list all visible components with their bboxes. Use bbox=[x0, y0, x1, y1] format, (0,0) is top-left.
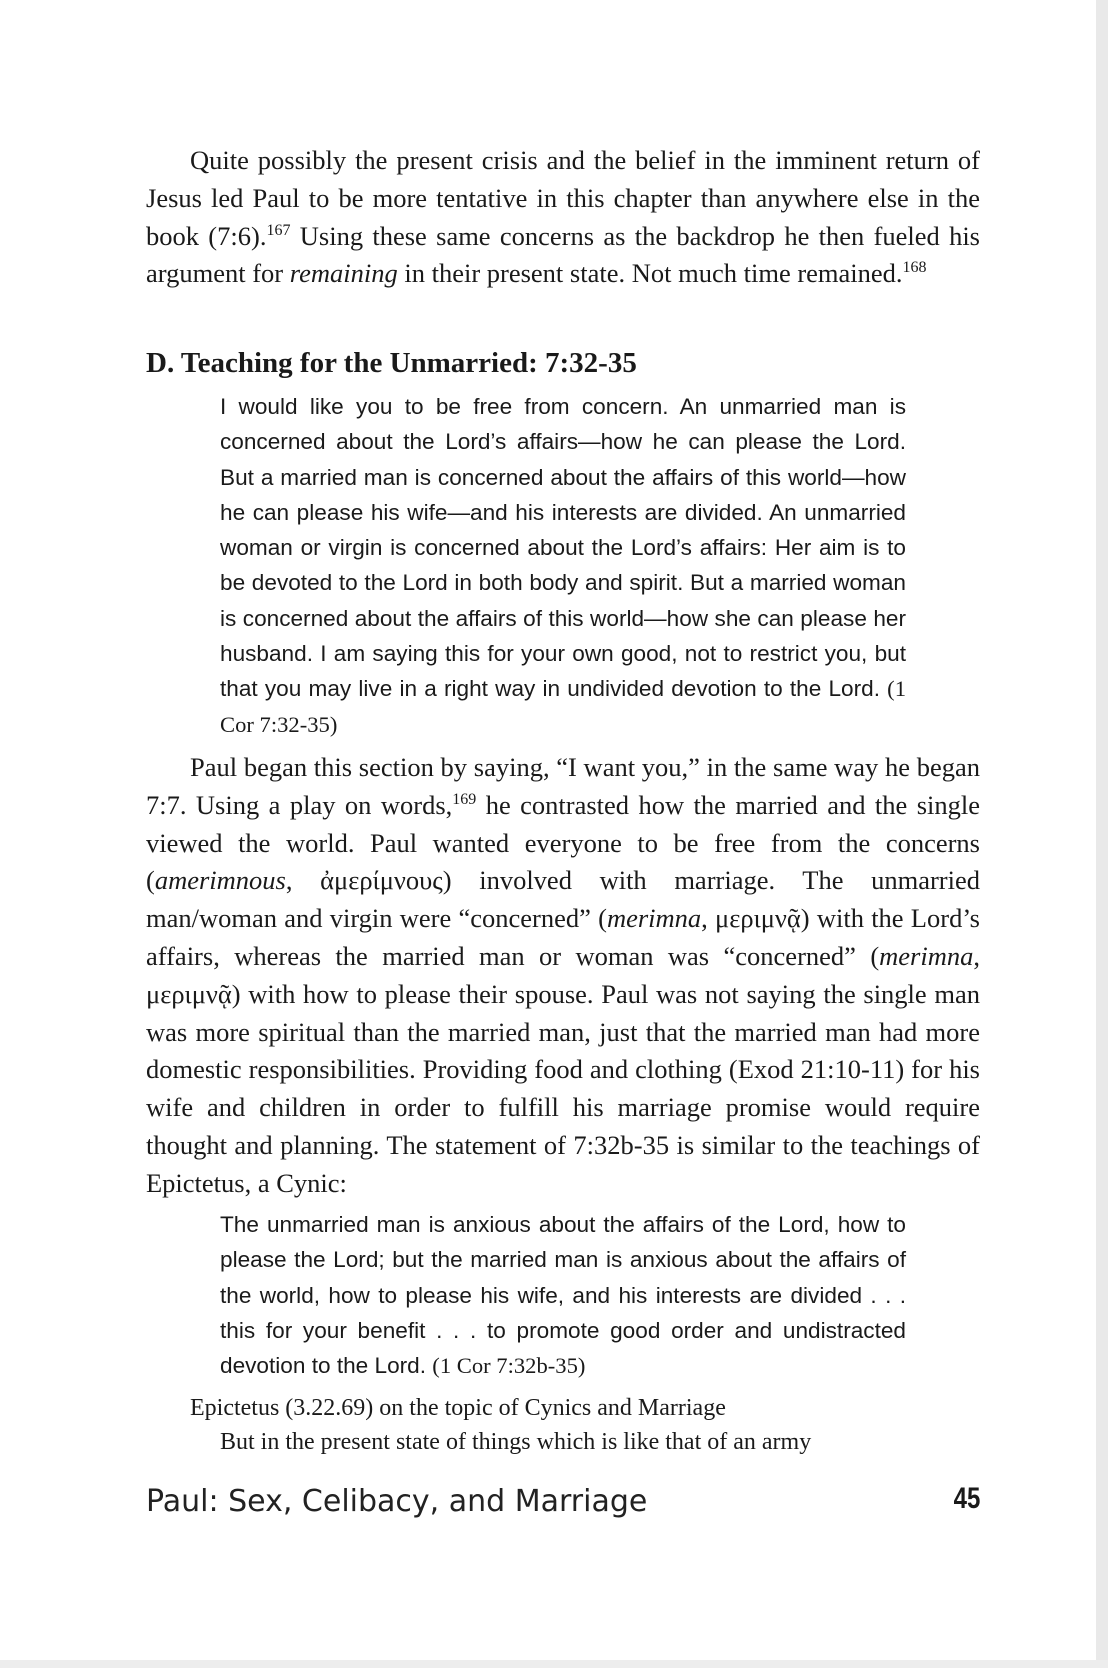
paragraph-text: Paul began this section by saying, “I want you,” in the same way he began 7:7. Using a play on words, bbox=[146, 752, 980, 820]
transliteration: merimna bbox=[879, 940, 974, 971]
running-footer-title: Paul: Sex, Celibacy, and Marriage bbox=[146, 1484, 648, 1519]
emphasis-text: remaining bbox=[289, 258, 398, 289]
body-paragraph-2 bbox=[146, 749, 980, 1203]
block-quote-2 bbox=[220, 1207, 906, 1383]
quote-text: I would like you to be free from concern. An unmarried man is concerned about the Lord’s affairs—how he can please the Lord. But a married man is concerned about the affairs of this world—how he can please his wife—and his interests are divided. An unmarried woman or virgin is concerned about the Lord’s affairs: Her aim is to be devoted to the Lord in both body and spirit. But a married woman is concerned about the affairs of this world—how she can please her husband. I am saying this for your own good, not to restrict you, but that you may live in a right way in undivided devotion to the Lord. bbox=[220, 394, 906, 702]
paragraph-text: he contrasted how the married and the single viewed the world. Paul wanted everyone to be free from the concerns ( bbox=[146, 789, 980, 896]
page-number: 45 bbox=[953, 1482, 980, 1515]
paragraph-text: Quite possibly the present crisis and the belief in the imminent return of Jesus led Paul to be more tentative in this chapter than anywhere else in the book (7:6). bbox=[146, 145, 980, 251]
quote-text: The unmarried man is anxious about the affairs of the Lord, how to please the Lord; but the married man is anxious about the affairs of the world, how to please his wife, and his interests are divided . . . this for your benefit . . . to promote good order and undistracted devotion to the Lord. bbox=[220, 1212, 906, 1379]
footnote-ref-168[interactable]: 168 bbox=[902, 259, 927, 277]
paragraph-text: , ἀμερίμνους) involved with marriage. The unmarried man/woman and virgin were “concerned” ( bbox=[146, 865, 980, 934]
footnote-ref-167[interactable]: 167 bbox=[266, 221, 291, 239]
page-bottom-shadow bbox=[0, 1660, 1108, 1668]
quote-citation: (1 Cor 7:32b-35) bbox=[432, 1353, 586, 1379]
paragraph-text: , μεριμνᾷ) with the Lord’s affairs, whereas the married man or woman was “concerned” ( bbox=[146, 903, 980, 971]
section-heading: D. Teaching for the Unmarried: 7:32-35 bbox=[146, 347, 637, 379]
body-paragraph-1 bbox=[146, 142, 980, 293]
page-edge-shadow bbox=[1096, 0, 1108, 1668]
paragraph-text: in their present state. Not much time remained. bbox=[397, 258, 903, 289]
transliteration: amerimnous bbox=[154, 865, 286, 896]
footnote-ref-169[interactable]: 169 bbox=[452, 790, 477, 808]
source-attribution: Epictetus (3.22.69) on the topic of Cynics and Marriage bbox=[190, 1395, 726, 1421]
paragraph-text: , μεριμνᾷ) with how to please their spouse. Paul was not saying the single man was more spiritual than the married man, just that the married man had more domestic responsibilities. Providing food and clothing (Exod 21:10-11) for his wife and children in order to fulfill his marriage promise would require thought and planning. The statement of 7:32b-35 is similar to the teachings of Epictetus, a Cynic: bbox=[146, 940, 980, 1198]
transliteration: merimna bbox=[606, 903, 702, 934]
block-quote-1 bbox=[220, 389, 906, 742]
quote-citation: (1 Cor 7:32-35) bbox=[220, 676, 906, 737]
excerpt-line: But in the present state of things which is like that of an army bbox=[220, 1429, 812, 1455]
paragraph-text: Using these same concerns as the backdrop he then fueled his argument for bbox=[146, 220, 980, 289]
